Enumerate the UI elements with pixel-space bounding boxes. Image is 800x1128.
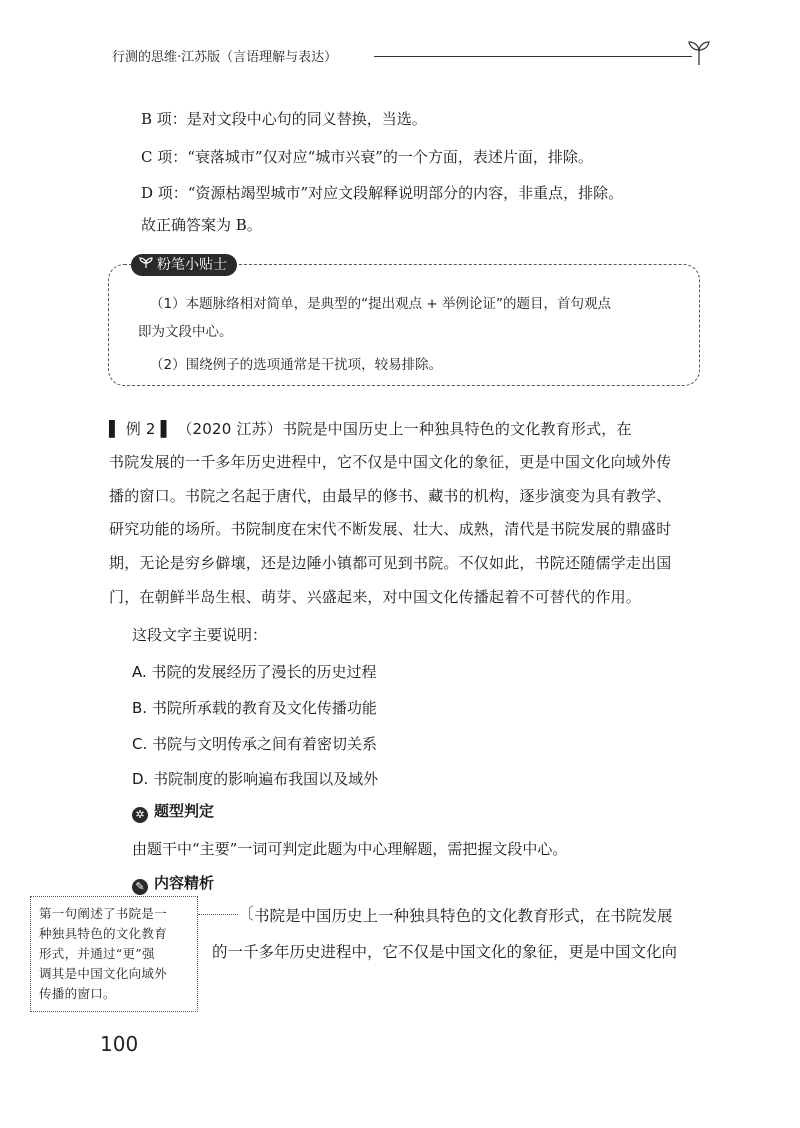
tips-badge [131,254,237,276]
side-note-line-1: 第一句阐述了书院是一 [39,906,168,921]
side-note-line-4: 调其是中国文化向域外 [39,966,168,981]
example-line-0: （2020 江苏）书院是中国历史上一种独具特色的文化教育形式，在 [177,420,632,438]
content-section-header [132,872,214,895]
option-a: A. 书院的发展经历了漫长的历史过程 [132,663,377,681]
example-line-2: 播的窗口。书院之名起于唐代，由最早的修书、藏书的机构，逐步演变为具有教学、 [109,487,672,505]
side-note [30,896,198,1012]
option-b: B. 书院所承载的教育及文化传播功能 [132,699,377,717]
type-section-text: 由题干中“主要”一词可判定此题为中心理解题，需把握文段中心。 [132,840,568,858]
example-marker: ▌ [109,420,121,438]
content-line-2: 的一千多年历史进程中，它不仅是中国文化的象征，更是中国文化向 [212,943,678,961]
option-d: D. 书院制度的影响遍布我国以及域外 [132,770,379,788]
bracket-mark: 〔 [238,904,255,923]
content-section-title: 内容精析 [154,874,215,892]
side-note-line-2: 种独具特色的文化教育 [39,926,168,941]
example-line-5: 门，在朝鲜半岛生根、萌芽、兴盛起来，对中国文化传播起着不可替代的作用。 [109,588,642,606]
page-number: 100 [100,1032,139,1056]
example-first-line [109,418,632,439]
tip-line-3: （2）围绕例子的选项通常是干扰项，较易排除。 [150,357,443,373]
content-line-1: 书院是中国历史上一种独具特色的文化教育形式，在书院发展 [254,907,673,925]
answer-text: 故正确答案为 B。 [141,216,262,234]
example-line-4: 期，无论是穷乡僻壤，还是边陲小镇都可见到书院。不仅如此，书院还随儒学走出国 [109,554,672,572]
example-line-3: 研究功能的场所。书院制度在宋代不断发展、壮大、成熟，清代是书院发展的鼎盛时 [109,520,672,538]
example-line-1: 书院发展的一千多年历史进程中，它不仅是中国文化的象征，更是中国文化向域外传 [109,453,672,471]
analysis-c: C 项：“衰落城市”仅对应“城市兴衰”的一个方面，表述片面，排除。 [141,148,593,166]
option-c: C. 书院与文明传承之间有着密切关系 [132,735,378,753]
tips-badge-label: 粉笔小贴士 [157,257,227,273]
leaf-icon [139,254,153,276]
side-note-line-3: 形式，并通过“更”强 [39,946,155,961]
running-header [112,38,712,68]
tip-line-2: 即为文段中心。 [138,324,233,340]
example-marker-end: ▌ [160,420,173,438]
header-rule [374,56,692,57]
question-stem: 这段文字主要说明： [132,626,268,644]
type-section-title: 题型判定 [154,802,215,820]
sprout-icon [686,38,712,66]
example-label: 例 2 [125,420,156,438]
pen-icon: ✎ [132,879,148,895]
tip-line-1: （1）本题脉络相对简单，是典型的“提出观点 + 举例论证”的题目，首句观点 [150,296,611,312]
gear-icon: ✲ [132,807,148,823]
header-title: 行测的思维·江苏版（言语理解与表达） [112,50,338,65]
side-note-line-5: 传播的窗口。 [39,986,116,1001]
type-section-header [132,800,214,823]
analysis-b: B 项：是对文段中心句的同义替换，当选。 [141,110,427,128]
analysis-d: D 项：“资源枯竭型城市”对应文段解释说明部分的内容，非重点，排除。 [141,184,624,202]
note-leader-line [198,914,238,915]
